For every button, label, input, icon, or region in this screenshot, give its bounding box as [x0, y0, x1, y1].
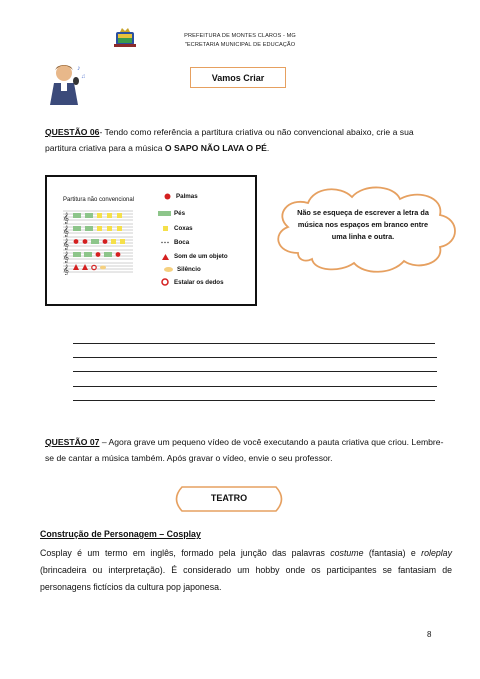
svg-text:𝄞: 𝄞: [63, 213, 69, 224]
legend-boca: [159, 239, 189, 246]
legend-label: Boca: [174, 239, 190, 246]
red-triangle-icon: [159, 254, 171, 260]
singer-illustration: [44, 61, 88, 109]
red-ring-icon: [159, 278, 171, 286]
staff-row-2: [63, 224, 133, 237]
writing-line-3: [73, 371, 437, 372]
header-line-2: "ECRETARIA MUNICIPAL DE EDUCAÇÃO: [184, 42, 296, 48]
svg-text:𝄞: 𝄞: [63, 239, 69, 250]
svg-text:𝄞: 𝄞: [63, 226, 69, 237]
legend-label: Estalar os dedos: [174, 278, 224, 286]
legend-palmas: [161, 193, 198, 200]
legend-label: Palmas: [176, 193, 198, 200]
svg-text:♫: ♫: [81, 74, 86, 80]
page-number: 8: [427, 630, 432, 639]
staff-row-5: [63, 263, 133, 275]
svg-text:♪: ♪: [77, 65, 81, 72]
song-title: O SAPO NÃO LAVA O PÉ: [164, 143, 267, 153]
svg-text:𝄞: 𝄞: [63, 265, 69, 275]
questao-06-end: .: [266, 143, 270, 153]
yellow-square-icon: [159, 226, 171, 231]
legend-label: Silêncio: [177, 266, 201, 273]
red-dot-icon: [161, 193, 173, 200]
questao-06-text: - Tendo como referência a partitura criativa ou não convencional abaixo, crie a sua partitura criativa para a música: [45, 127, 414, 153]
section-title: Construção de Personagem – Cosplay: [40, 529, 201, 539]
questao-07-text: – Agora grave um pequeno vídeo de você executando a pauta criativa que criou. Lembre-se de cantar a música também. Após gravar o vídeo, envie o seu professor.: [45, 437, 444, 463]
writing-line-5: [73, 400, 435, 401]
writing-line-1: [73, 343, 435, 344]
staff-row-1: [63, 211, 133, 224]
cosplay-text-1: Cosplay é um termo em inglês, formado pela junção das palavras: [40, 548, 331, 558]
dotted-line-icon: [159, 241, 171, 244]
questao-07-paragraph: [45, 434, 445, 466]
legend-estalar: [159, 278, 224, 286]
term-costume: costume: [330, 548, 364, 558]
svg-text:𝄞: 𝄞: [63, 252, 69, 263]
staff-rows: [63, 209, 133, 275]
legend-label: Coxas: [174, 225, 193, 232]
term-roleplay: roleplay: [421, 548, 452, 558]
teatro-label: TEATRO: [210, 493, 248, 503]
questao-07-label: QUESTÃO 07: [45, 437, 100, 447]
header-line-1: PREFEITURA DE MONTES CLAROS - MG: [184, 33, 296, 39]
writing-line-2: [73, 357, 437, 358]
legend-pes: [157, 210, 185, 217]
cloud-note: Não se esqueça de escrever a letra da música nos espaços em branco entre uma linha e outra.: [297, 208, 429, 241]
legend-silencio: [162, 266, 201, 273]
cosplay-text-2: (fantasia) e: [363, 548, 422, 558]
yellow-blob-icon: [162, 267, 174, 272]
cosplay-paragraph: [40, 545, 452, 596]
legend-label: Som de um objeto: [174, 253, 228, 260]
staff-row-3: [63, 237, 133, 250]
questao-06-paragraph: [45, 124, 440, 156]
legend-coxas: [159, 225, 193, 232]
cosplay-text-3: (brincadeira ou interpretação). É considerado um hobby onde os participantes se fantasiam de personagens fictícios da cultura pop japonesa.: [40, 565, 452, 592]
green-bar-icon: [157, 211, 171, 216]
questao-06-label: QUESTÃO 06: [45, 127, 100, 137]
partitura-title: Partitura não convencional: [63, 197, 135, 203]
partitura-example-box: [45, 175, 257, 306]
writing-line-4: [73, 386, 437, 387]
legend-label: Pés: [174, 210, 186, 217]
staff-row-4: [63, 250, 133, 263]
vamos-criar-box: [190, 67, 286, 88]
vamos-criar-label: Vamos Criar: [211, 73, 265, 83]
legend-som-objeto: [159, 253, 228, 260]
